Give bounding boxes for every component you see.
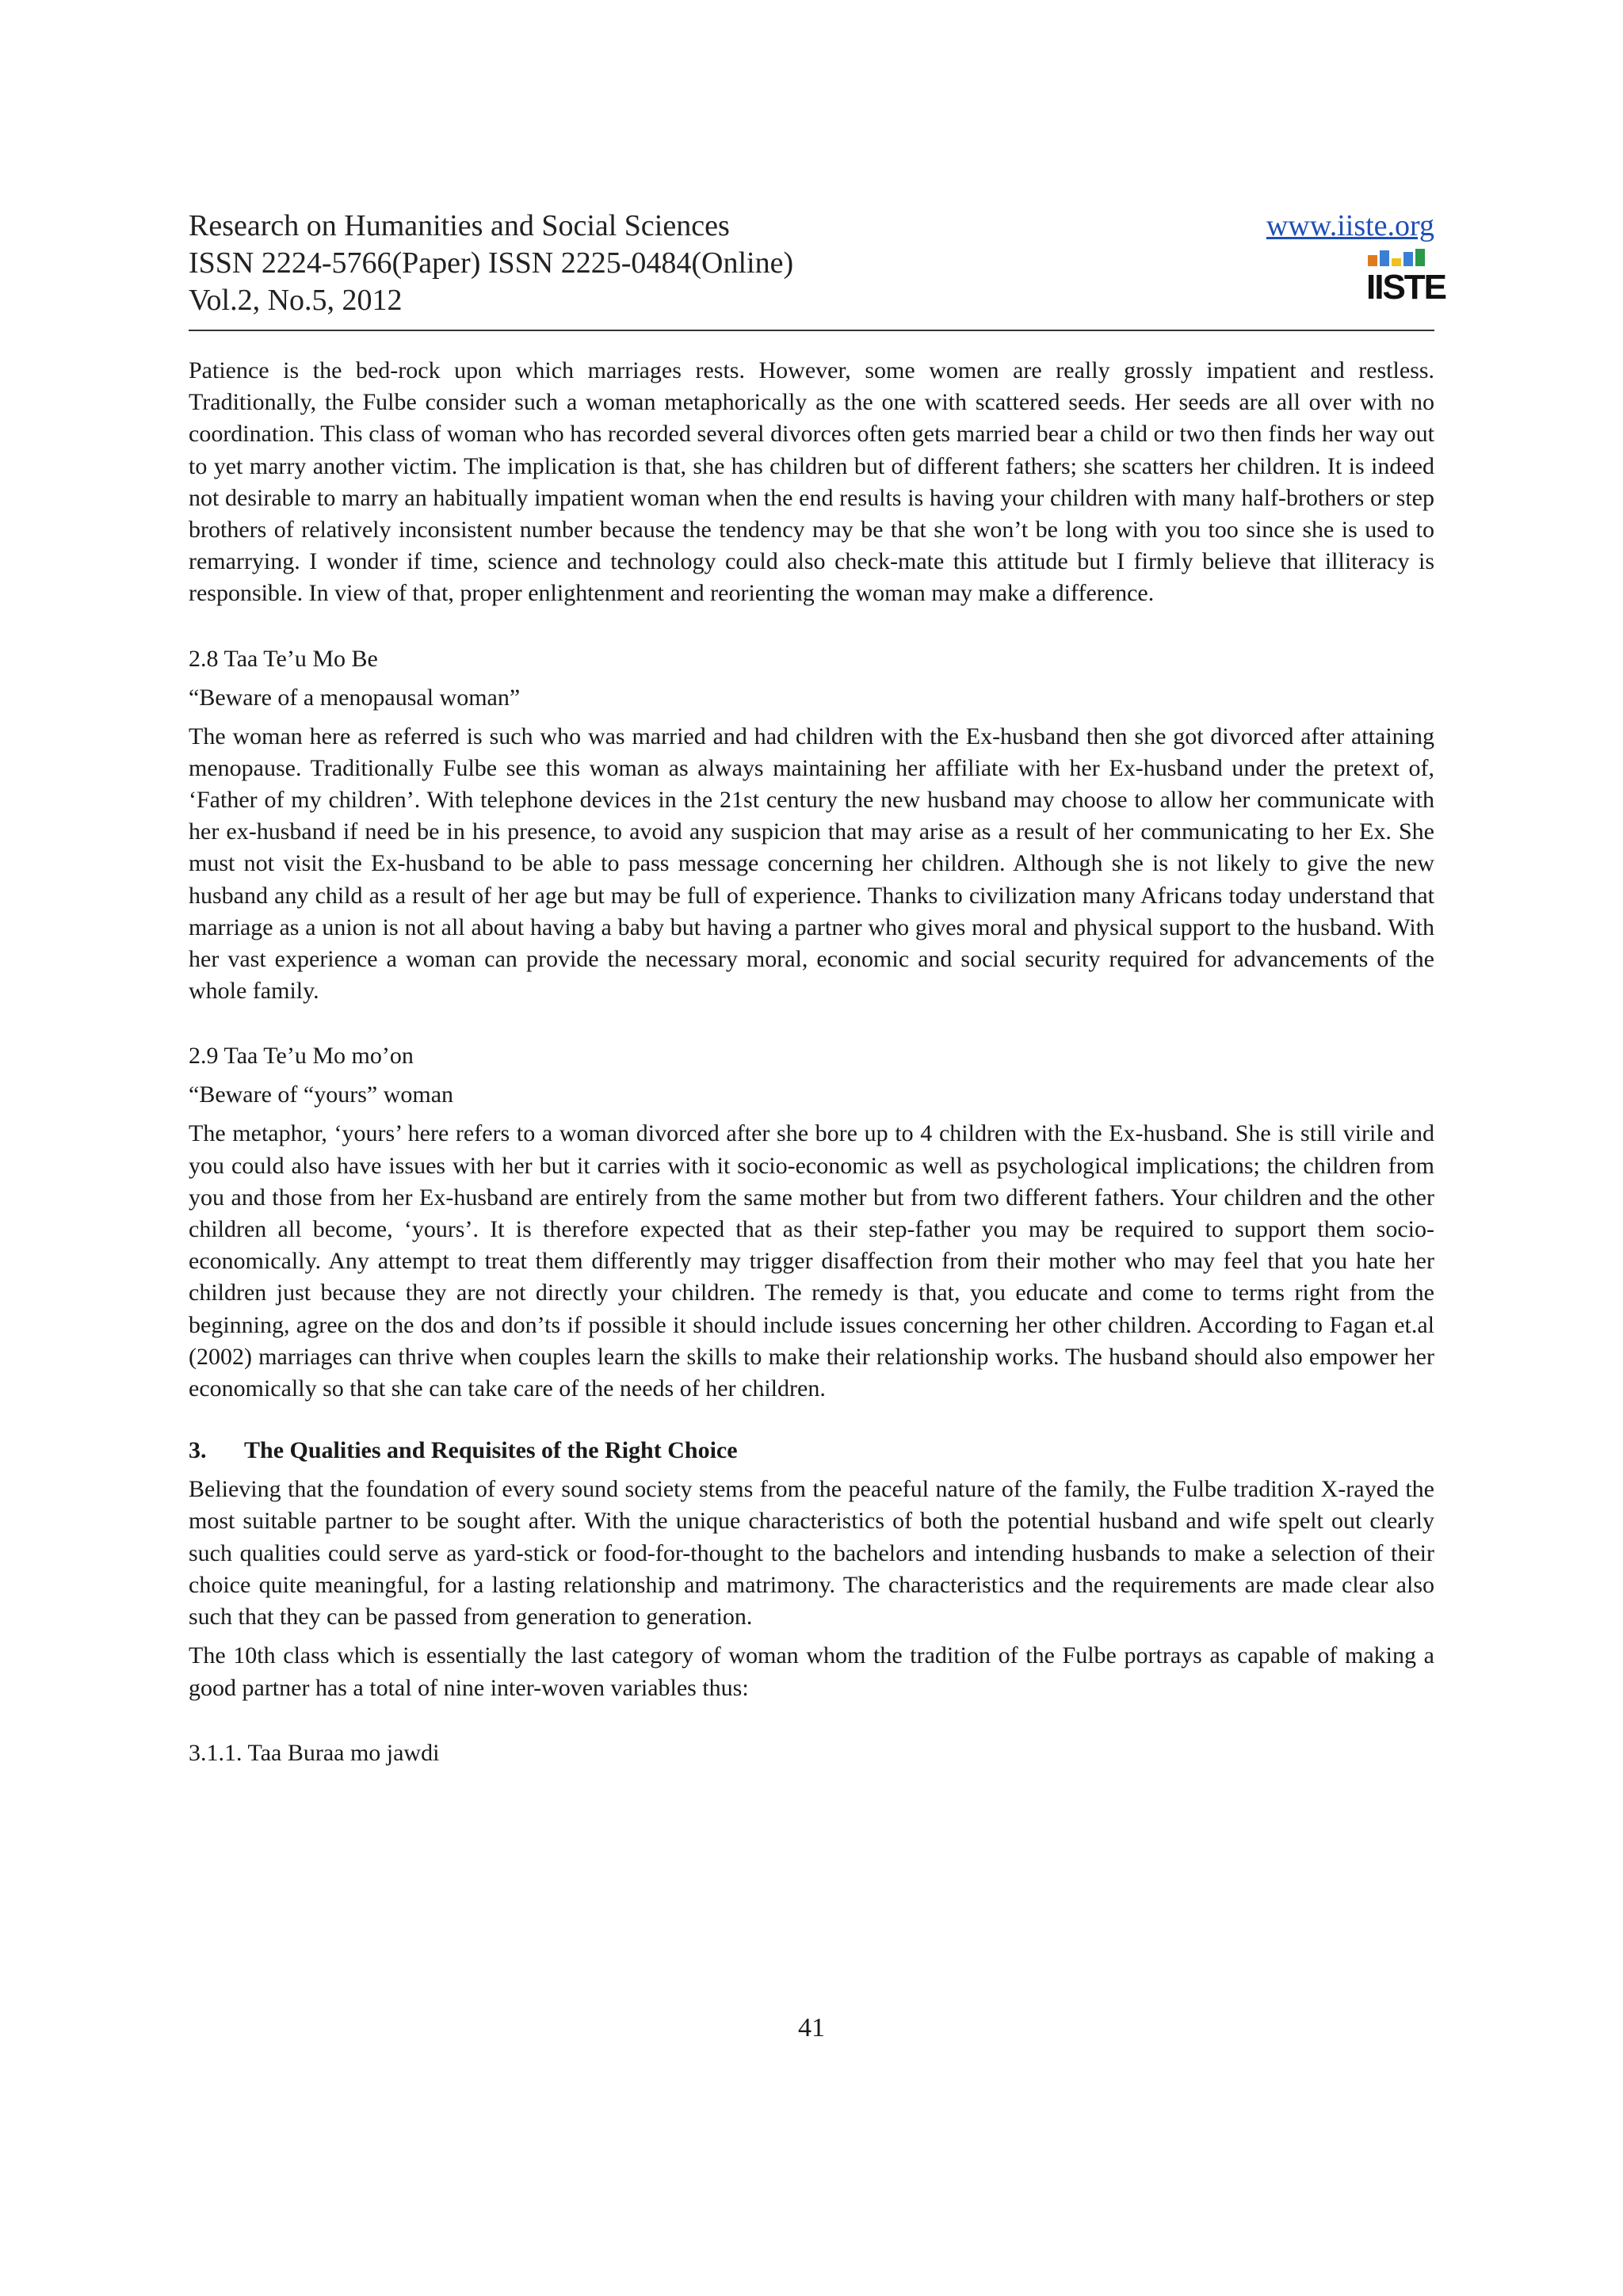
iiste-logo [1366, 249, 1446, 314]
header-divider [189, 330, 1434, 331]
section-2-8-quote: “Beware of a menopausal woman” [189, 684, 521, 711]
journal-header [189, 208, 1446, 328]
section-2-9-text: The metaphor, ‘yours’ here refers to a woman divorced after she bore up to 4 children with the Ex-husband. She is still virile and you could also have issues with her but it carries with it socio-economic as well as psychological implications; the children from you and those from her Ex-husband are entirely from the same mother but from two different fathers. Your children and the other children all become, ‘yours’. It is therefore expected that as their step-father you may be required to support them socio-economically. Any attempt to treat them differently may trigger disaffection from their mother who may feel that you hate her children just because they are not directly your children. The remedy is that, you educate and come to terms right from the beginning, agree on the dos and don’ts if possible it should include issues concerning her other children. According to Fagan et.al (2002) marriages can thrive when couples learn the skills to make their relationship works. The husband should also empower her economically so that she can take care of the needs of her children. [189, 1120, 1434, 1402]
section-2-9-title: 2.9 Taa Te’u Mo mo’on [189, 1043, 414, 1070]
paragraph-patience: Patience is the bed-rock upon which marriages rests. However, some women are really grossly impatient and restless. Traditionally, the Fulbe consider such a woman metaphorically as the one with scattered seeds. Her seeds are all over with no coordination. This class of woman who has recorded several divorces often gets married bear a child or two then finds her way out to yet marry another victim. The implication is that, she has children but of different fathers; she scatters her children. It is indeed not desirable to marry an habitually impatient woman when the end results is having your children with many half-brothers or step brothers of relatively inconsistent number because the tendency may be that she won’t be long with you too since she is used to remarrying. I wonder if time, science and technology could also check-mate this attitude but I firmly believe that illiteracy is responsible. In view of that, proper enlightenment and reorienting the woman may make a difference. [189, 357, 1434, 607]
section-3-number: 3. [189, 1437, 207, 1464]
section-2-8-title: 2.8 Taa Te’u Mo Be [189, 645, 378, 672]
journal-issn: ISSN 2224-5766(Paper) ISSN 2225-0484(Online) [189, 246, 794, 280]
section-3-1-1-title: 3.1.1. Taa Buraa mo jawdi [189, 1739, 440, 1766]
logo-text: IISTE [1366, 268, 1446, 307]
section-3-paragraph-1: Believing that the foundation of every sound society stems from the peaceful nature of the family, the Fulbe tradition X-rayed the most suitable partner to be sought after. With the unique characteristics of both the potential husband and wife spelt out clearly such qualities could serve as yard-stick or food-for-thought to the bachelors and intending husbands to make a selection of their choice quite meaningful, for a lasting relationship and matrimony. The characteristics and the requirements are made clear also such that they can be passed from generation to generation. [189, 1476, 1434, 1630]
journal-url-link[interactable]: www.iiste.org [1266, 209, 1434, 242]
section-3-title: The Qualities and Requisites of the Right Choice [244, 1437, 738, 1464]
page-number: 41 [798, 2013, 825, 2042]
logo-bars-icon [1368, 249, 1428, 266]
section-2-8-text: The woman here as referred is such who was married and had children with the Ex-husband then she got divorced after attaining menopause. Traditionally Fulbe see this woman as always maintaining her affiliate with her Ex-husband under the pretext of, ‘Father of my children’. With telephone devices in the 21st century the new husband may choose to allow her communicate with her ex-husband if need be in his presence, to avoid any suspicion that may arise as a result of her communicating to her Ex. She must not visit the Ex-husband to be able to pass message concerning her children. Although she is not likely to give the new husband any child as a result of her age but may be full of experience. Thanks to civilization many Africans today understand that marriage as a union is not all about having a baby but having a partner who gives moral and physical support to the husband. With her vast experience a woman can provide the necessary moral, economic and social security required for advancements of the whole family. [189, 723, 1434, 1005]
section-3-paragraph-2: The 10th class which is essentially the last category of woman whom the tradition of the Fulbe portrays as capable of making a good partner has a total of nine inter-woven variables thus: [189, 1642, 1434, 1701]
journal-volume: Vol.2, No.5, 2012 [189, 284, 403, 317]
article-body [189, 355, 1434, 1769]
section-3-heading [189, 1435, 1434, 1466]
section-2-9-quote: “Beware of “yours” woman [189, 1081, 454, 1108]
journal-title: Research on Humanities and Social Sciences [189, 209, 730, 242]
